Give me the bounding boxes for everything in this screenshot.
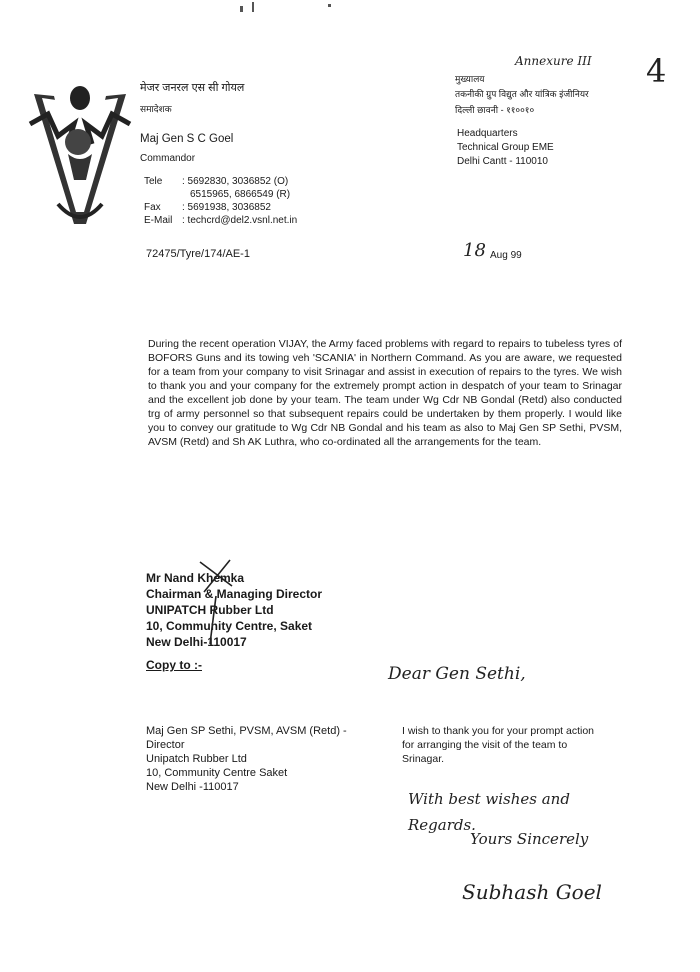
hq-line3: Delhi Cantt - 110010	[457, 156, 548, 167]
handwritten-closing-line: Regards.	[408, 816, 476, 834]
cc-line: 10, Community Centre Saket	[146, 767, 288, 779]
contact-value-tele: : 5692830, 3036852 (O)	[182, 176, 289, 187]
copy-note: I wish to thank you for your prompt action for arranging the visit of the team to Srinagar.	[402, 725, 595, 765]
copy-to-label: Copy to :-	[146, 658, 202, 672]
addressee-line: New Delhi-110017	[146, 635, 247, 649]
cc-line: Director	[146, 739, 185, 751]
date-rest: Aug 99	[490, 250, 522, 261]
hq-hindi-line3: दिल्ली छावनी - ११००१०	[455, 105, 535, 115]
date-day: 18	[463, 240, 486, 261]
sender-title: Commandor	[140, 153, 196, 164]
addressee-line: Chairman & Managing Director	[146, 587, 323, 601]
letter-body: During the recent operation VIJAY, the Army faced problems with regard to repairs to tubeless tyres of BOFORS Guns and its towing veh 'SCANIA' in Northern Command. As you are aware, we requested for a team from your company to visit Srinagar and assist in execution of repairs to the tyres. We wish to thank you and your company for the extremely prompt action in despatch of your team to Srinagar and the excellent job done by your team. The team under Wg Cdr NB Gondal (Retd) also conducted trg of army personnel so that subsequent repairs could be undertaken by them properly. I would like you to convey our gratitude to Wg Cdr NB Gondal and his team as also to Maj Gen SP Sethi, PVSM, AVSM (Retd) and Sh AK Luthra, who co-ordinated all the arrangements for the team.	[148, 338, 622, 448]
handwritten-closing-line: Yours Sincerely	[470, 830, 589, 848]
scan-speck	[252, 2, 254, 12]
annexure-mark: Annexure III	[515, 54, 592, 68]
cross-mark	[196, 556, 236, 646]
corps-emblem	[28, 84, 132, 232]
contact-label-fax: Fax	[144, 202, 161, 213]
handwritten-signature: Subhash Goel	[462, 880, 602, 904]
margin-number: 4	[646, 52, 667, 90]
addressee-line: UNIPATCH Rubber Ltd	[146, 603, 274, 617]
hq-hindi-line2: तकनीकी ग्रुप विद्युत और यांत्रिक इंजीनियर	[455, 89, 589, 99]
copy-recipient-block	[146, 724, 347, 794]
cc-line: Maj Gen SP Sethi, PVSM, AVSM (Retd) -	[146, 725, 347, 737]
sender-name: Maj Gen S C Goel	[140, 133, 234, 145]
handwritten-closing-line: With best wishes and	[408, 790, 570, 808]
addressee-line: Mr Nand Khemka	[146, 571, 245, 585]
cc-line: New Delhi -110017	[146, 781, 239, 793]
contact-value-fax: : 5691938, 3036852	[182, 202, 271, 213]
contact-value-residence: 6515965, 6866549 (R)	[190, 189, 291, 200]
handwritten-salutation: Dear Gen Sethi,	[388, 664, 526, 684]
scan-speck	[240, 6, 243, 12]
contact-label-tele: Tele	[144, 176, 163, 187]
hq-line1: Headquarters	[457, 128, 518, 139]
contact-value-email: : techcrd@del2.vsnl.net.in	[182, 215, 298, 226]
scan-speck	[328, 4, 331, 7]
cc-line: Unipatch Rubber Ltd	[146, 753, 247, 765]
contact-label-email: E-Mail	[144, 215, 173, 226]
reference-number: 72475/Tyre/174/AE-1	[146, 248, 250, 260]
hq-hindi-line1: मुख्यालय	[455, 74, 485, 84]
hq-line2: Technical Group EME	[457, 142, 554, 153]
sender-title-hindi: समादेशक	[140, 104, 172, 114]
addressee-line: 10, Community Centre, Saket	[146, 619, 313, 633]
sender-name-hindi: मेजर जनरल एस सी गोयल	[140, 82, 245, 94]
